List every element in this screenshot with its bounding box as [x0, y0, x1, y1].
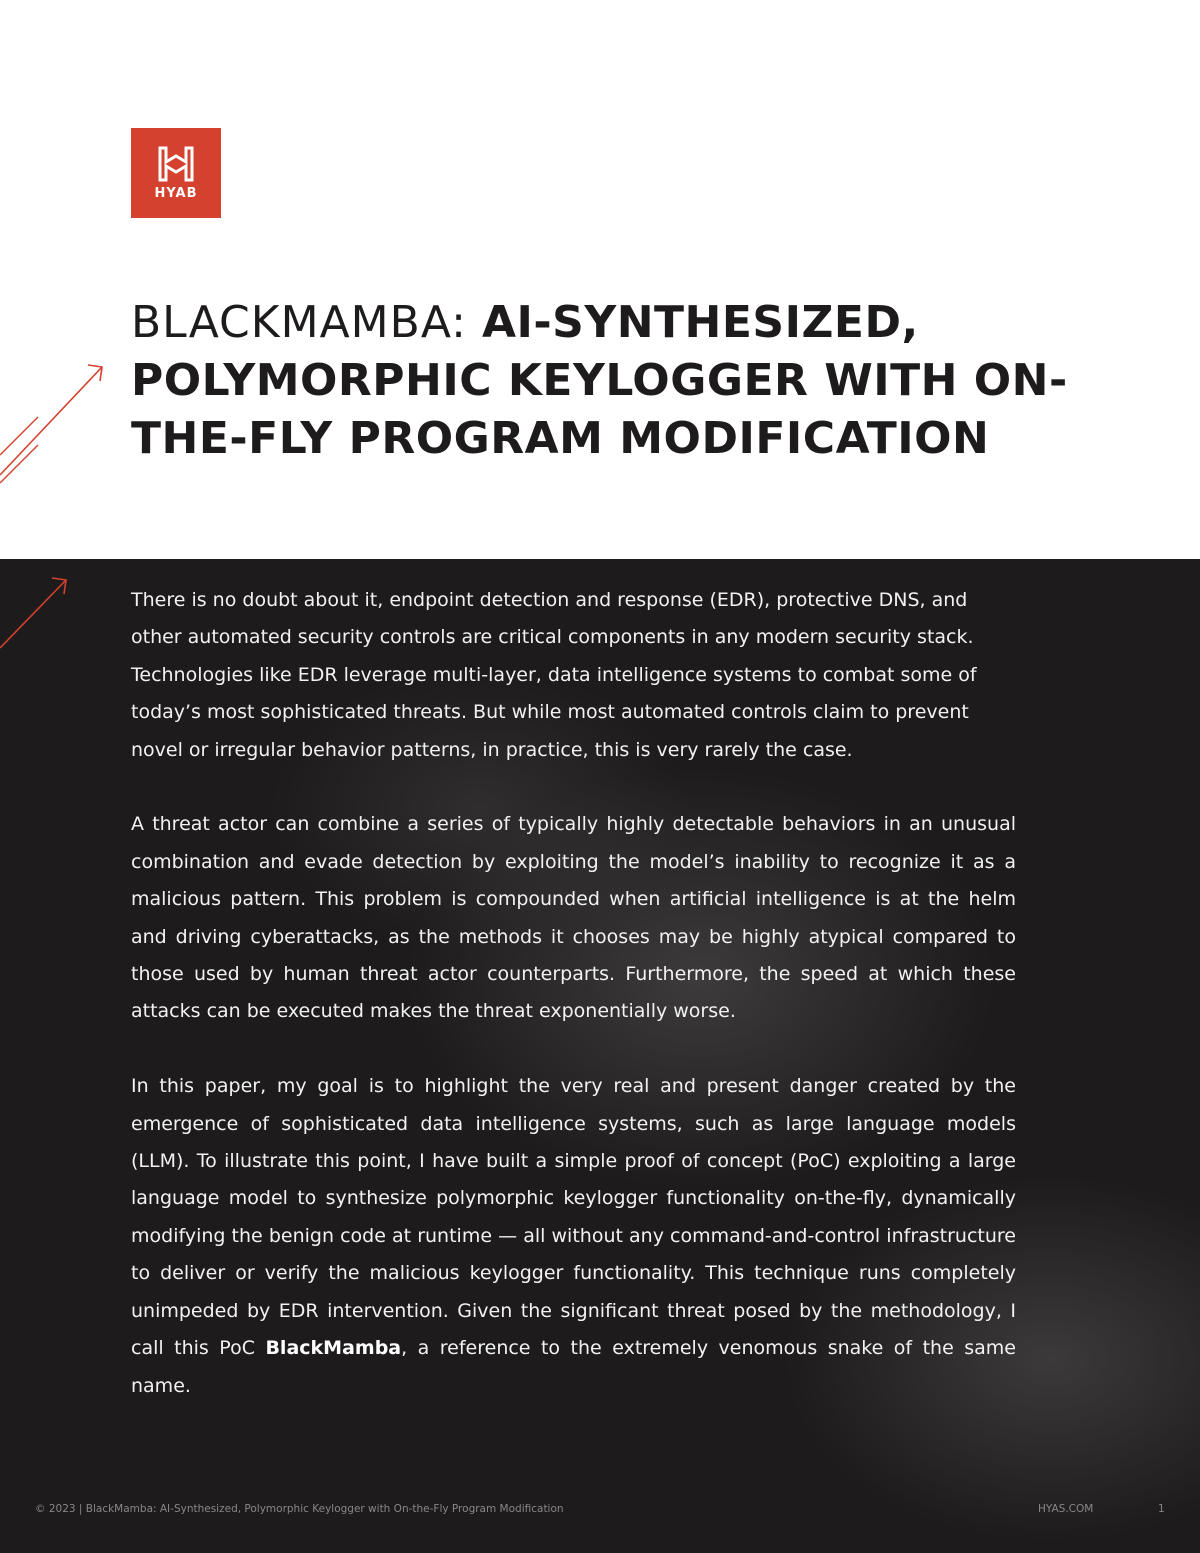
paragraph-1: There is no doubt about it, endpoint detection and response (EDR), protective DNS, and other automated security controls are critical components in any modern security stack. Technologies like EDR leverage multi-layer, data intelligence systems to combat some of today’s most sophisticated threats. But while most automated controls claim to prevent novel or irregular behavior patterns, in practice, this is very rarely the case.: [131, 589, 977, 761]
page-number: 1: [1158, 1503, 1165, 1515]
logo-text: HYAB: [154, 185, 198, 201]
paragraph-3-text-b: , a reference to the extremely venomous snake of the same name.: [131, 1337, 1017, 1397]
decorative-arrow-icon-2: [0, 570, 80, 655]
page-footer: [35, 1503, 1165, 1515]
paragraph-3: [131, 1068, 1016, 1405]
footer-site-link[interactable]: HYAS.COM: [1038, 1503, 1094, 1515]
paragraph-3-text-a: In this paper, my goal is to highlight the very real and present danger created by the emergence of sophisticated data intelligence systems, such as large language models (LLM). To illustrate this point, I have built a simple proof of concept (PoC) exploiting a large language model to synthesize polymorphic keylogger functionality on-the-fly, dynamically modifying the benign code at runtime — all without any command-and-control infrastructure to deliver or verify the malicious keylogger functionality. This technique runs completely unimpeded by EDR intervention. Given the significant threat posed by the methodology, I call this PoC: [131, 1075, 1016, 1360]
body-text: [131, 582, 1016, 1442]
document-title: [131, 294, 1091, 468]
title-bold: AI-SYNTHESIZED, POLYMORPHIC KEYLOGGER WITH ON-THE-FLY PROGRAM MODIFICATION: [131, 297, 1068, 464]
paragraph-2: A threat actor can combine a series of typically highly detectable behaviors in an unusual combination and evade detection by exploiting the model’s inability to recognize it as a malicious pattern. This problem is compounded when artificial intelligence is at the helm and driving cyberattacks, as the methods it chooses may be highly atypical compared to those used by human threat actor counterparts. Furthermore, the speed at which these attacks can be executed makes the threat exponentially worse.: [131, 813, 1016, 1023]
title-light: BLACKMAMBA:: [131, 297, 482, 348]
decorative-arrow-icon: [0, 355, 110, 485]
logo-mark-icon: [156, 146, 196, 182]
hyab-logo: [131, 128, 221, 218]
blackmamba-name: BlackMamba: [265, 1337, 402, 1360]
footer-copyright: © 2023 | BlackMamba: AI-Synthesized, Polymorphic Keylogger with On-the-Fly Program Modification: [35, 1503, 564, 1515]
